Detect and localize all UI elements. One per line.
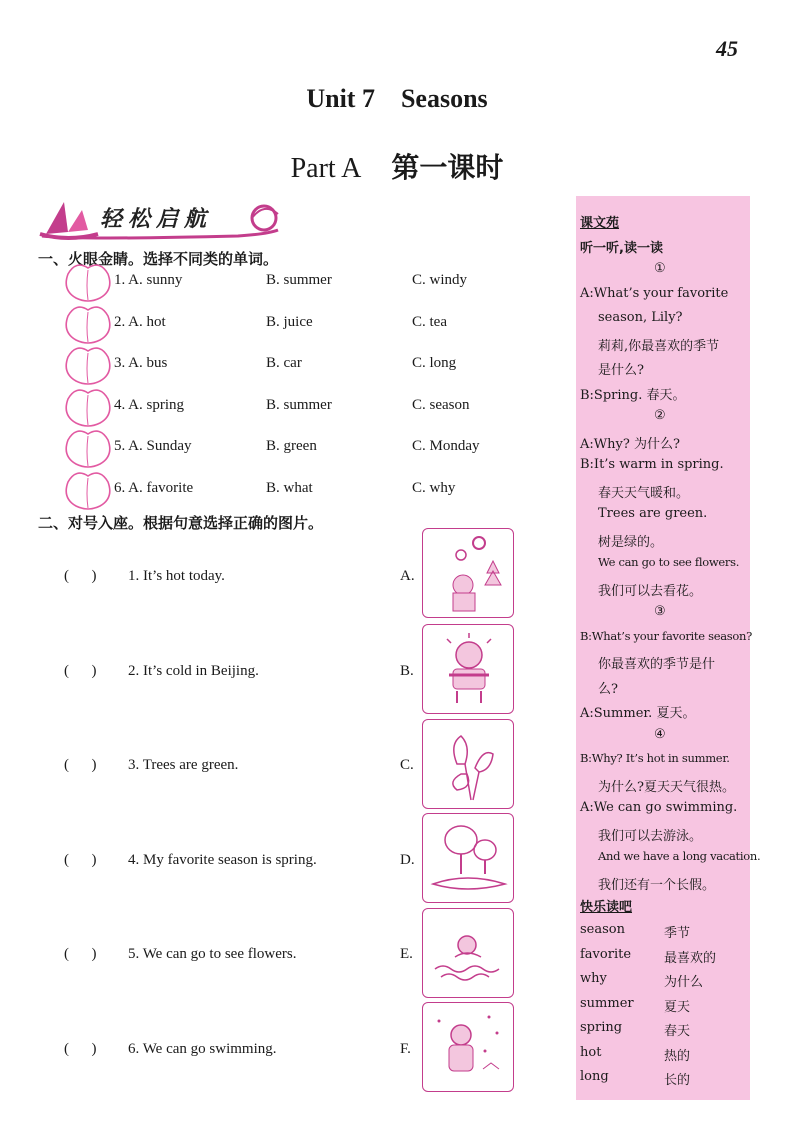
option-b: B. what xyxy=(266,479,313,496)
matching-row xyxy=(64,852,317,869)
question-row xyxy=(62,262,532,302)
sidebar-line: B:Spring. 春天。 xyxy=(580,387,686,403)
vocab-english: hot xyxy=(580,1044,602,1060)
sidebar-line: 你最喜欢的季节是什 xyxy=(598,657,716,672)
vocab-chinese: 为什么 xyxy=(664,975,704,990)
sidebar-line: B:It’s warm in spring. xyxy=(580,457,724,472)
sidebar-line: 我们还有一个长假。 xyxy=(598,877,716,893)
matching-row xyxy=(64,663,259,680)
sidebar-line: 是什么? xyxy=(598,363,644,378)
sidebar-line: A:Why? 为什么? xyxy=(580,436,680,452)
option-c: C. long xyxy=(412,355,457,371)
option-a: 5. A. Sunday xyxy=(114,438,192,454)
peach-answer-icon xyxy=(62,428,114,470)
answer-blank[interactable]: ( ) xyxy=(64,662,97,679)
question-row xyxy=(62,304,532,344)
vocab-english: favorite xyxy=(580,946,632,962)
vocab-chinese: 最喜欢的 xyxy=(664,950,717,966)
picture-e-swimming xyxy=(422,908,514,998)
peach-answer-icon xyxy=(62,345,114,387)
sidebar-line: 春天天气暖和。 xyxy=(598,485,690,501)
matching-sentence: 6. We can go swimming. xyxy=(128,1040,277,1057)
picture-letter: B. xyxy=(400,662,414,679)
option-a: 4. A. spring xyxy=(114,396,185,413)
option-a: 3. A. bus xyxy=(114,355,168,371)
sidebar-line: B:Why? It’s hot in summer. xyxy=(580,751,730,765)
option-b: B. summer xyxy=(266,396,332,413)
option-c: C. season xyxy=(412,396,470,413)
sidebar-line: We can go to see flowers. xyxy=(598,555,740,569)
sidebar-line: A:Summer. 夏天。 xyxy=(580,706,696,721)
vocab-english: long xyxy=(580,1069,609,1084)
sidebar-line: 树是绿的。 xyxy=(598,534,664,550)
question-row xyxy=(62,345,532,385)
option-c: C. Monday xyxy=(412,438,480,454)
banner-title: 轻松启航 xyxy=(100,207,213,232)
peach-answer-icon xyxy=(62,304,114,346)
option-a: 1. A. sunny xyxy=(114,272,183,288)
peach-answer-icon xyxy=(62,470,114,512)
sidebar-line: 么? xyxy=(598,681,618,697)
option-a: 2. A. hot xyxy=(114,313,166,330)
section1-heading: 一、火眼金睛。选择不同类的单词。 xyxy=(38,250,279,268)
vocab-chinese: 季节 xyxy=(664,926,691,941)
option-b: B. juice xyxy=(266,313,313,330)
sidebar-line: Trees are green. xyxy=(598,506,708,521)
sidebar-line: B:What’s your favorite season? xyxy=(580,628,752,643)
vocab-chinese: 热的 xyxy=(664,1048,691,1064)
sidebar-line: ① xyxy=(654,261,666,276)
sidebar-line: A:We can go swimming. xyxy=(580,800,738,815)
part-title-en: Part A xyxy=(290,153,362,184)
unit-title: Unit 7 Seasons xyxy=(306,84,488,113)
option-c: C. why xyxy=(412,479,456,496)
vocab-heading: 快乐读吧 xyxy=(580,900,633,915)
sidebar-line: And we have a long vacation. xyxy=(598,849,761,863)
picture-letter: E. xyxy=(400,946,413,962)
peach-answer-icon xyxy=(62,262,114,304)
sidebar-line: ② xyxy=(654,408,666,423)
picture-letter: D. xyxy=(400,851,415,868)
sidebar-line: A:What’s your favorite xyxy=(580,285,729,301)
answer-blank[interactable]: ( ) xyxy=(64,1040,97,1057)
picture-d-trees xyxy=(422,813,514,903)
matching-row xyxy=(64,757,238,774)
answer-blank[interactable]: ( ) xyxy=(64,757,97,773)
sidebar-line: 我们可以去游泳。 xyxy=(598,828,703,844)
section2-heading: 二、对号入座。根据句意选择正确的图片。 xyxy=(38,514,324,532)
sidebar-line: ④ xyxy=(654,726,666,742)
answer-blank[interactable]: ( ) xyxy=(64,946,97,962)
sidebar-line: 听一听,读一读 xyxy=(580,240,663,256)
matching-sentence: 3. Trees are green. xyxy=(128,757,239,773)
sidebar-line: 我们可以去看花。 xyxy=(598,583,703,599)
picture-a-flowers xyxy=(422,528,514,618)
vocab-chinese: 春天 xyxy=(664,1024,691,1039)
page-number: 45 xyxy=(716,36,738,61)
vocab-english: spring xyxy=(580,1020,623,1035)
picture-c-tulips xyxy=(422,719,514,809)
answer-blank[interactable]: ( ) xyxy=(64,851,97,868)
question-row xyxy=(62,387,532,427)
matching-row xyxy=(64,1041,277,1058)
vocab-english: summer xyxy=(580,995,634,1011)
picture-letter: A. xyxy=(400,568,415,584)
option-b: B. green xyxy=(266,438,317,454)
matching-sentence: 4. My favorite season is spring. xyxy=(128,851,317,868)
matching-sentence: 5. We can go to see flowers. xyxy=(128,946,297,962)
peach-answer-icon xyxy=(62,387,114,429)
section-banner xyxy=(38,196,286,244)
sidebar-line: 莉莉,你最喜欢的季节 xyxy=(598,338,720,354)
question-row xyxy=(62,470,532,510)
picture-letter: C. xyxy=(400,757,414,773)
picture-f-cold xyxy=(422,1002,514,1092)
option-b: B. summer xyxy=(266,272,332,288)
matching-row xyxy=(64,946,296,963)
part-title-cn: 第一课时 xyxy=(391,151,504,184)
vocab-chinese: 长的 xyxy=(664,1073,691,1088)
option-b: B. car xyxy=(266,355,302,371)
sidebar-line: 为什么?夏天天气很热。 xyxy=(598,779,735,795)
answer-blank[interactable]: ( ) xyxy=(64,568,97,584)
sidebar-line: 课文苑 xyxy=(580,216,620,231)
vocab-english: why xyxy=(580,971,607,986)
option-c: C. tea xyxy=(412,313,447,330)
option-a: 6. A. favorite xyxy=(114,479,194,496)
vocab-chinese: 夏天 xyxy=(664,999,691,1015)
question-row xyxy=(62,428,532,468)
option-c: C. windy xyxy=(412,272,468,288)
vocab-english: season xyxy=(580,922,625,937)
sidebar-panel xyxy=(576,196,750,1100)
sidebar-line: ③ xyxy=(654,604,666,619)
matching-row xyxy=(64,568,225,585)
picture-b-hot-boy xyxy=(422,624,514,714)
matching-sentence: 1. It’s hot today. xyxy=(128,568,225,584)
picture-letter: F. xyxy=(400,1040,411,1057)
part-title xyxy=(0,146,794,186)
matching-sentence: 2. It’s cold in Beijing. xyxy=(128,662,259,679)
sidebar-line: season, Lily? xyxy=(598,310,683,325)
